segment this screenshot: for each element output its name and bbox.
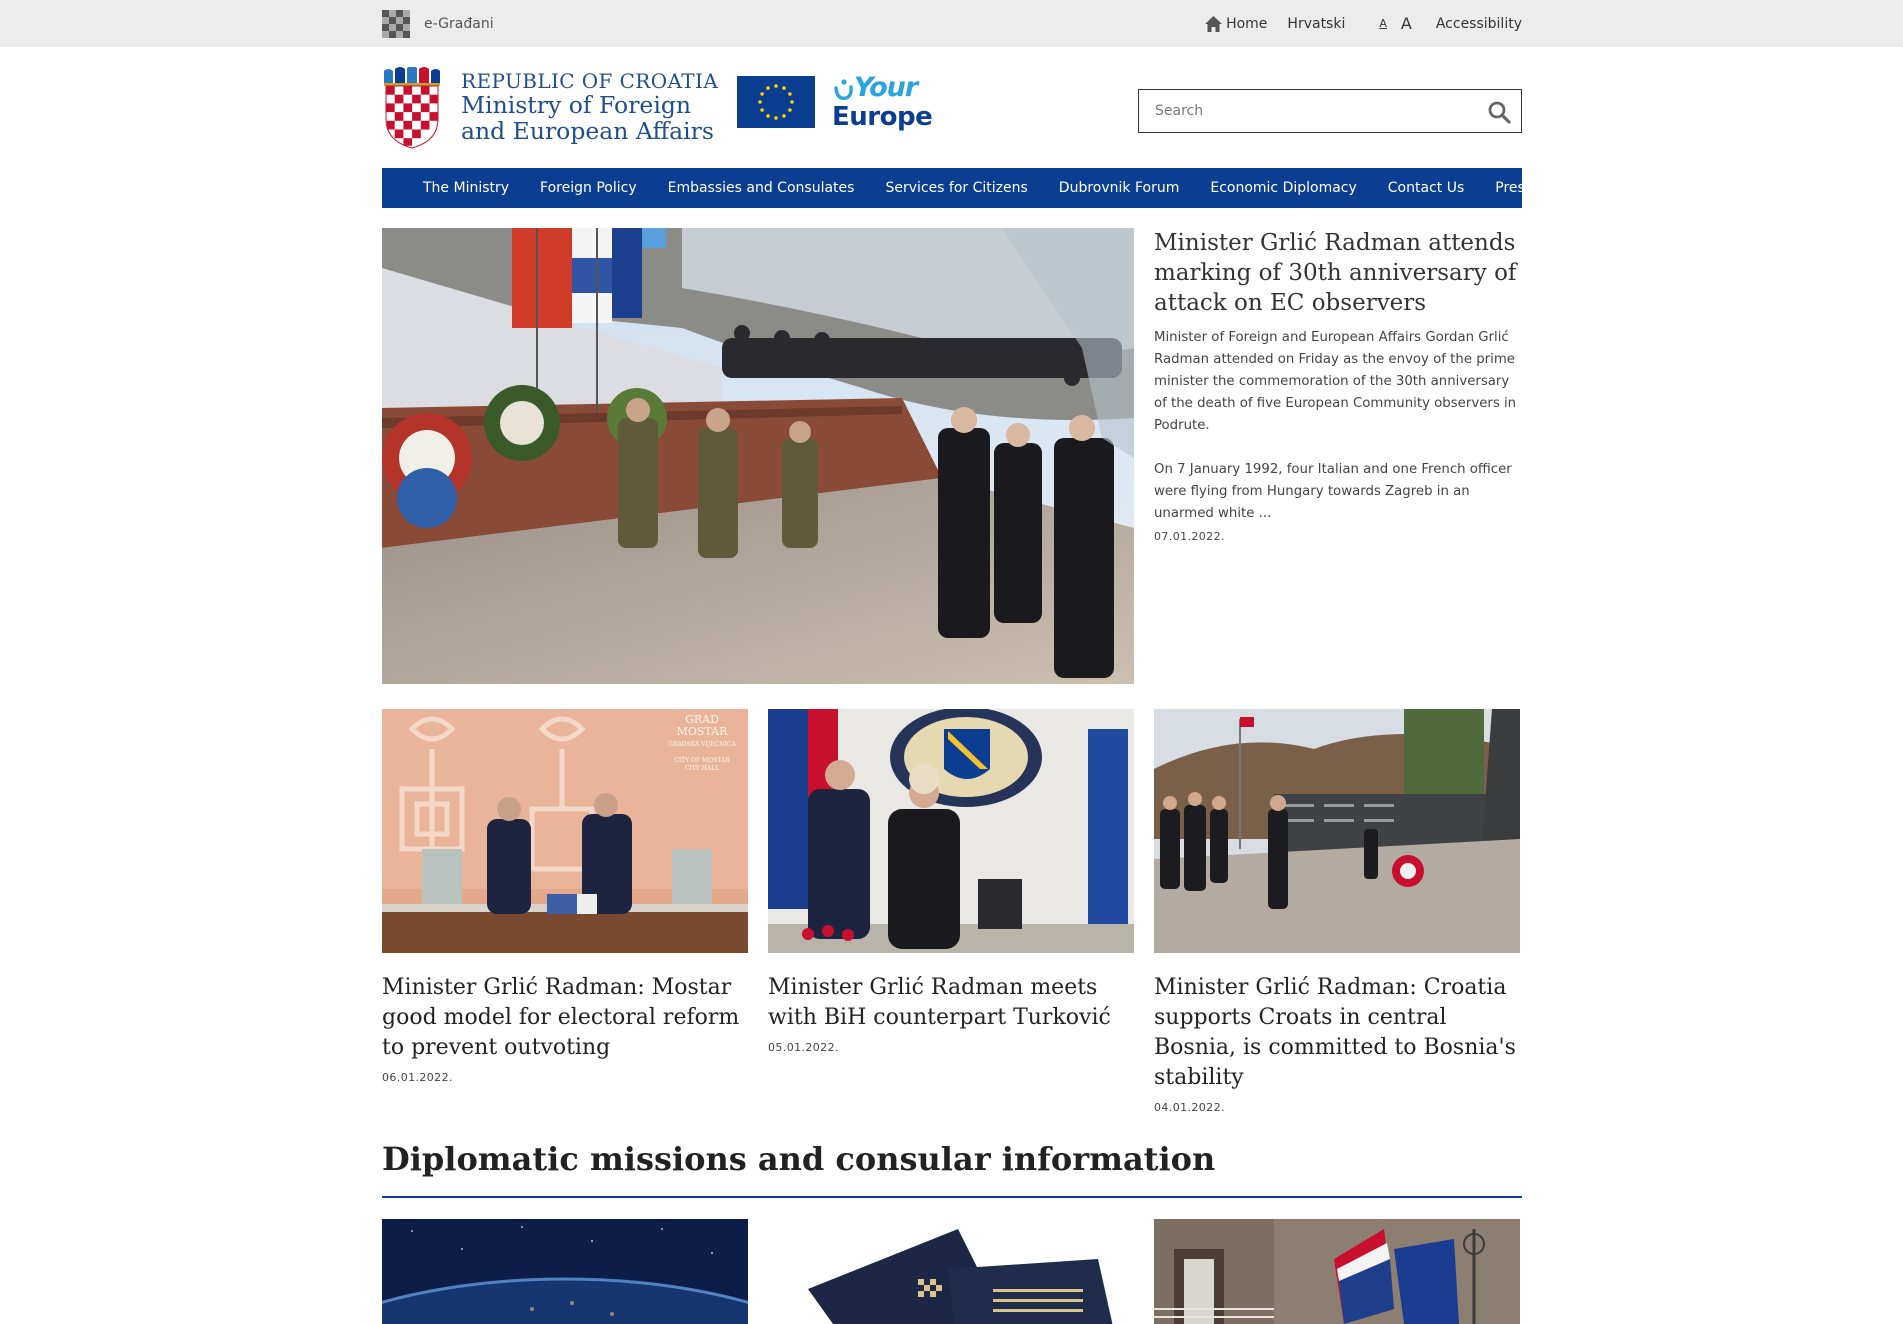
news-card[interactable] <box>382 709 748 1084</box>
svg-text:GRADSKA VIJEĆNICA: GRADSKA VIJEĆNICA <box>668 741 736 748</box>
featured-photo <box>382 228 1134 684</box>
home-link[interactable] <box>1205 16 1267 32</box>
font-size-small-button[interactable]: A <box>1379 17 1387 30</box>
ministry-name-line3: and European Affairs <box>461 117 714 145</box>
croatian-coat-of-arms-logo[interactable] <box>382 67 442 149</box>
news-card[interactable] <box>1154 709 1520 1114</box>
language-switch-link[interactable]: Hrvatski <box>1287 15 1346 32</box>
eu-flag-icon[interactable] <box>737 76 815 128</box>
nav-item-services-for-citizens[interactable]: Services for Citizens <box>885 180 1028 196</box>
embassy-building-image <box>1154 1219 1520 1324</box>
crown <box>384 67 440 86</box>
diplomatic-card-image[interactable] <box>768 1219 1134 1324</box>
your-europe-line1: Your <box>854 72 918 103</box>
news-card-date: 06.01.2022. <box>382 1071 453 1084</box>
news-card-date: 05.01.2022. <box>768 1041 839 1054</box>
section-divider <box>382 1196 1522 1198</box>
font-size-large-button[interactable]: A <box>1400 14 1412 33</box>
news-card-image[interactable] <box>382 709 748 953</box>
nav-item-dubrovnik-forum[interactable]: Dubrovnik Forum <box>1058 180 1180 196</box>
search-icon[interactable] <box>1487 100 1511 124</box>
featured-article-date: 07.01.2022. <box>1154 530 1225 543</box>
top-utility-bar <box>0 0 1903 47</box>
your-europe-smile-icon <box>832 78 856 104</box>
nav-item-foreign-policy[interactable]: Foreign Policy <box>540 180 637 196</box>
nav-item-economic-diplomacy[interactable]: Economic Diplomacy <box>1210 180 1357 196</box>
diplomatic-card-image[interactable] <box>1154 1219 1520 1324</box>
home-icon <box>1205 16 1222 32</box>
egradani-label: e-Građani <box>424 16 494 32</box>
featured-article-paragraph: Minister of Foreign and European Affairs Gordan Grlić Radman attended on Friday as the envoy of the prime minister the commemoration of the 30th anniversary of the death of five European Community observers in Podrute. <box>1154 330 1517 433</box>
your-europe-logo[interactable] <box>832 72 936 134</box>
egradani-icon <box>382 10 410 38</box>
nav-item-contact-us[interactable]: Contact Us <box>1387 180 1465 196</box>
egradani-link[interactable] <box>382 10 494 38</box>
news-card-image[interactable] <box>1154 709 1520 953</box>
svg-text:CITY OF MOSTAR: CITY OF MOSTAR <box>674 757 730 764</box>
nav-item-embassies-and-consulates[interactable]: Embassies and Consulates <box>667 180 855 196</box>
news-card-date: 04.01.2022. <box>1154 1101 1225 1114</box>
news-photo-bih-meeting <box>768 709 1134 953</box>
svg-text:CITY HALL: CITY HALL <box>684 765 720 772</box>
news-card[interactable] <box>768 709 1134 1054</box>
ministry-name-logo[interactable] <box>461 70 718 144</box>
featured-article-summary <box>1154 327 1524 525</box>
svg-text:GRAD: GRAD <box>685 713 719 726</box>
featured-article-title[interactable]: Minister Grlić Radman attends marking of 30th anniversary of attack on EC observers <box>1154 230 1517 316</box>
ministry-name-line1: REPUBLIC OF CROATIA <box>461 69 719 93</box>
nav-item-press[interactable]: Press <box>1495 180 1533 196</box>
croatian-passports-image <box>768 1219 1134 1324</box>
featured-article-image[interactable] <box>382 228 1134 684</box>
featured-article-paragraph: On 7 January 1992, four Italian and one French officer were flying from Hungary towards Zagreb in an unarmed white ... <box>1154 462 1512 521</box>
home-label: Home <box>1226 15 1268 32</box>
nav-item-the-ministry[interactable]: The Ministry <box>423 180 510 196</box>
utility-links <box>1205 0 1522 47</box>
main-navigation <box>382 168 1533 208</box>
your-europe-line2: Europe <box>832 102 933 132</box>
svg-text:MOSTAR: MOSTAR <box>676 725 728 738</box>
search-input[interactable] <box>1139 90 1469 132</box>
news-card-title[interactable]: Minister Grlić Radman: Croatia supports Croats in central Bosnia, is committed to Bosnia's stability <box>1154 975 1516 1090</box>
search-box <box>1138 89 1522 133</box>
news-card-title[interactable]: Minister Grlić Radman meets with BiH counterpart Turković <box>768 975 1111 1030</box>
news-photo-mostar <box>382 709 748 953</box>
news-photo-central-bosnia <box>1154 709 1520 953</box>
section-title: Diplomatic missions and consular information <box>382 1140 1216 1178</box>
earth-from-space-image <box>382 1219 748 1324</box>
top-utility-bar-inner <box>382 0 1522 47</box>
news-card-title[interactable]: Minister Grlić Radman: Mostar good model for electoral reform to prevent outvoting <box>382 975 740 1060</box>
diplomatic-card-image[interactable] <box>382 1219 748 1324</box>
news-card-image[interactable] <box>768 709 1134 953</box>
ministry-name-line2: Ministry of Foreign <box>461 91 692 119</box>
accessibility-link[interactable]: Accessibility <box>1435 15 1522 32</box>
